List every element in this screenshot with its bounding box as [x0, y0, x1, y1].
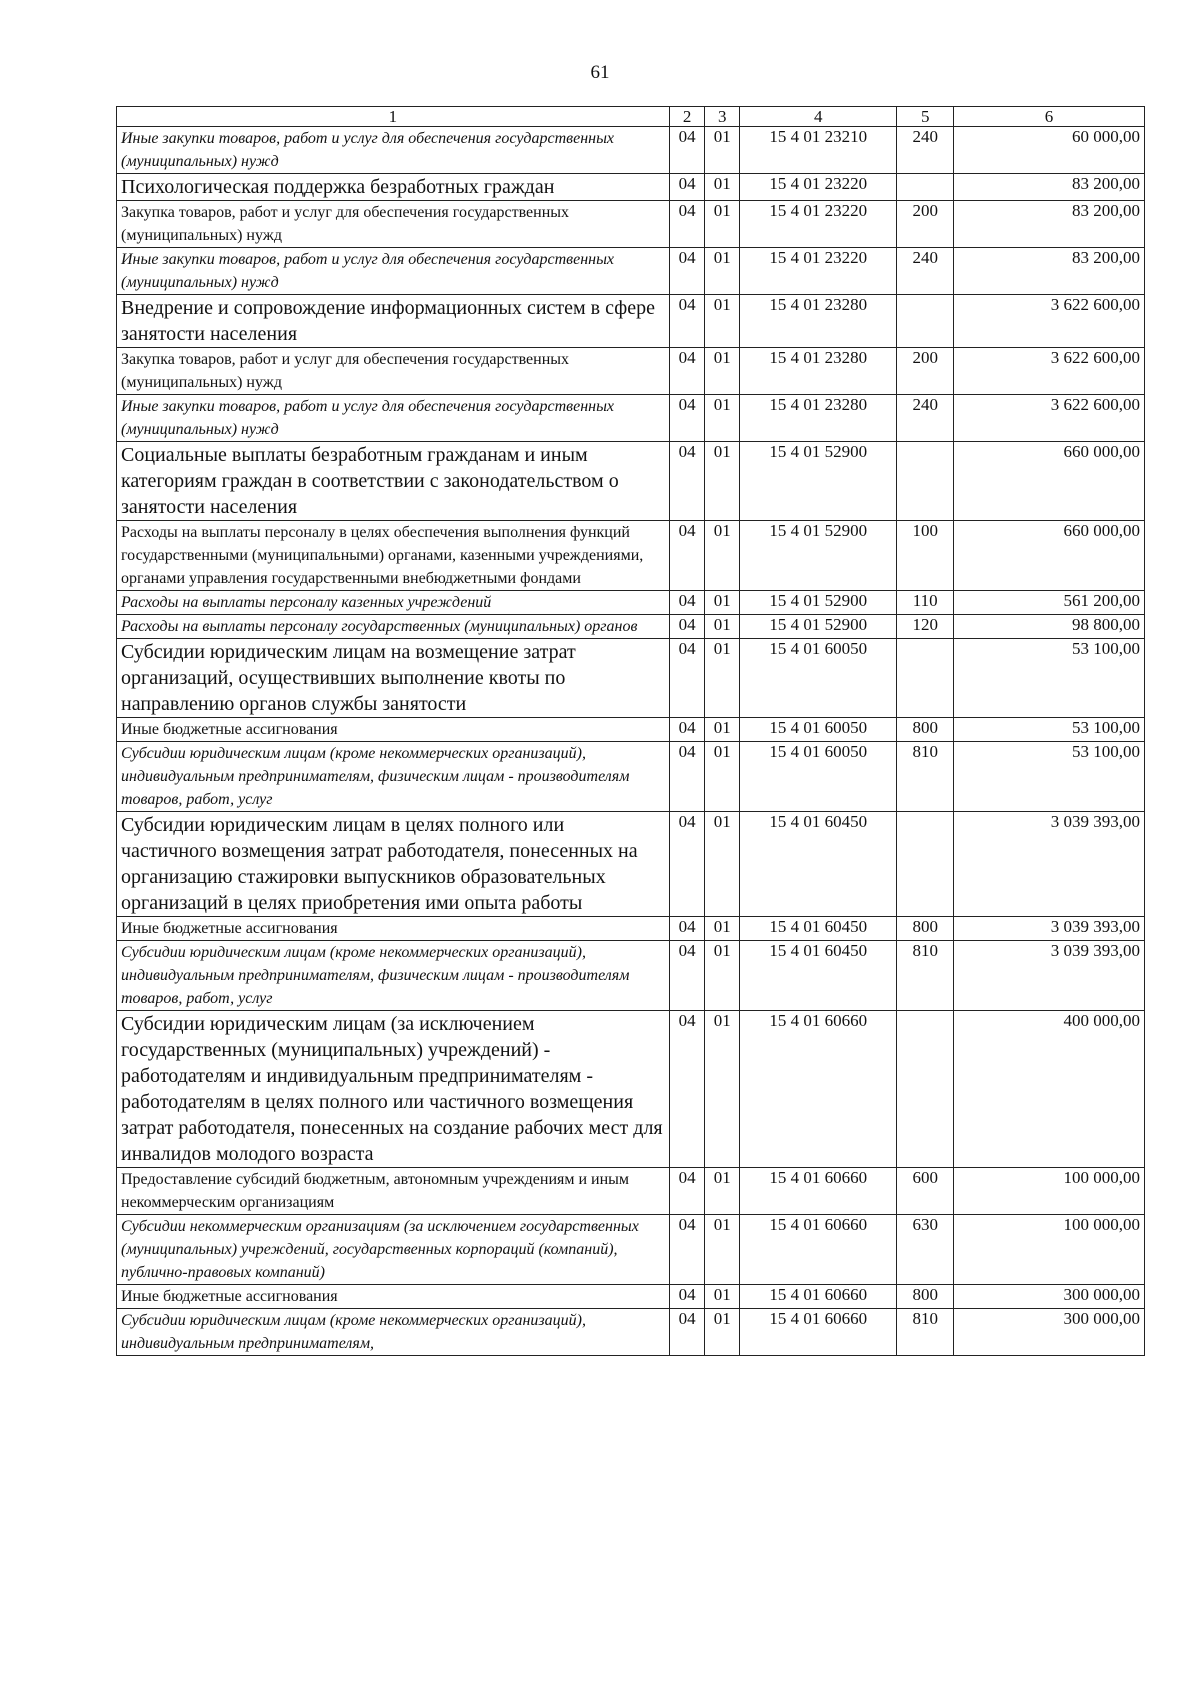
row-name-cell: Иные бюджетные ассигнования	[117, 718, 670, 742]
row-name-cell: Субсидии юридическим лицам на возмещение затрат организаций, осуществивших выполнение квоты по направлению органов службы занятости	[117, 639, 670, 718]
row-subsection-code: 01	[705, 917, 740, 941]
row-amount: 53 100,00	[954, 718, 1145, 742]
row-target-article-code: 15 4 01 60660	[740, 1215, 897, 1285]
row-expense-type-code: 600	[897, 1168, 954, 1215]
row-section-code: 04	[669, 917, 705, 941]
table-row	[117, 127, 1145, 174]
row-subsection-code: 01	[705, 812, 740, 917]
header-col-2: 2	[669, 107, 705, 127]
row-name-cell: Расходы на выплаты персоналу в целях обеспечения выполнения функций государственными (муниципальными) органами, казенными учреждениями, органами управления государственными внебюджетными фондами	[117, 521, 670, 591]
row-subsection-code: 01	[705, 248, 740, 295]
row-target-article-code: 15 4 01 60050	[740, 718, 897, 742]
row-amount: 100 000,00	[954, 1168, 1145, 1215]
table-row	[117, 591, 1145, 615]
row-section-code: 04	[669, 174, 705, 201]
table-row	[117, 201, 1145, 248]
table-row	[117, 941, 1145, 1011]
table-row	[117, 742, 1145, 812]
page-number: 61	[590, 62, 610, 83]
row-expense-type-code: 810	[897, 941, 954, 1011]
row-target-article-code: 15 4 01 60450	[740, 941, 897, 1011]
row-name-cell: Субсидии некоммерческим организациям (за исключением государственных (муниципальных) учреждений, государственных корпораций (компаний), публично-правовых компаний)	[117, 1215, 670, 1285]
row-amount: 53 100,00	[954, 742, 1145, 812]
row-subsection-code: 01	[705, 521, 740, 591]
row-section-code: 04	[669, 1285, 705, 1309]
table-body	[117, 127, 1145, 1356]
row-target-article-code: 15 4 01 23280	[740, 295, 897, 348]
row-expense-type-code: 800	[897, 718, 954, 742]
budget-table	[116, 106, 1145, 1356]
table-row	[117, 718, 1145, 742]
row-name-cell: Социальные выплаты безработным гражданам и иным категориям граждан в соответствии с законодательством о занятости населения	[117, 442, 670, 521]
row-amount: 3 039 393,00	[954, 917, 1145, 941]
row-expense-type-code: 100	[897, 521, 954, 591]
row-name-cell: Иные бюджетные ассигнования	[117, 1285, 670, 1309]
row-section-code: 04	[669, 295, 705, 348]
row-target-article-code: 15 4 01 52900	[740, 521, 897, 591]
row-name-cell: Расходы на выплаты персоналу казенных учреждений	[117, 591, 670, 615]
header-col-4: 4	[740, 107, 897, 127]
row-expense-type-code: 630	[897, 1215, 954, 1285]
row-subsection-code: 01	[705, 1285, 740, 1309]
row-subsection-code: 01	[705, 1011, 740, 1168]
row-subsection-code: 01	[705, 1215, 740, 1285]
row-name-cell: Субсидии юридическим лицам (кроме некоммерческих организаций), индивидуальным предпринимателям, физическим лицам - производителям товаров, работ, услуг	[117, 742, 670, 812]
table-row	[117, 917, 1145, 941]
row-expense-type-code: 240	[897, 248, 954, 295]
row-subsection-code: 01	[705, 615, 740, 639]
row-section-code: 04	[669, 348, 705, 395]
row-expense-type-code	[897, 1011, 954, 1168]
table-row	[117, 1215, 1145, 1285]
row-section-code: 04	[669, 442, 705, 521]
table-row	[117, 639, 1145, 718]
row-expense-type-code: 110	[897, 591, 954, 615]
row-subsection-code: 01	[705, 639, 740, 718]
row-target-article-code: 15 4 01 60050	[740, 742, 897, 812]
row-amount: 3 622 600,00	[954, 348, 1145, 395]
row-expense-type-code: 810	[897, 742, 954, 812]
row-amount: 83 200,00	[954, 248, 1145, 295]
header-col-5: 5	[897, 107, 954, 127]
row-target-article-code: 15 4 01 60450	[740, 917, 897, 941]
table-row	[117, 1285, 1145, 1309]
row-amount: 3 622 600,00	[954, 395, 1145, 442]
row-amount: 3 039 393,00	[954, 812, 1145, 917]
row-name-cell: Психологическая поддержка безработных граждан	[117, 174, 670, 201]
row-target-article-code: 15 4 01 23220	[740, 248, 897, 295]
row-subsection-code: 01	[705, 174, 740, 201]
row-name-cell: Расходы на выплаты персоналу государственных (муниципальных) органов	[117, 615, 670, 639]
row-amount: 3 622 600,00	[954, 295, 1145, 348]
row-name-cell: Иные закупки товаров, работ и услуг для обеспечения государственных (муниципальных) нужд	[117, 395, 670, 442]
row-target-article-code: 15 4 01 23210	[740, 127, 897, 174]
row-section-code: 04	[669, 201, 705, 248]
row-target-article-code: 15 4 01 60450	[740, 812, 897, 917]
table-row	[117, 521, 1145, 591]
row-section-code: 04	[669, 1309, 705, 1356]
row-amount: 100 000,00	[954, 1215, 1145, 1285]
row-amount: 98 800,00	[954, 615, 1145, 639]
row-subsection-code: 01	[705, 742, 740, 812]
table-row	[117, 248, 1145, 295]
row-name-cell: Субсидии юридическим лицам (за исключением государственных (муниципальных) учреждений) - работодателям и индивидуальным предпринимателям - работодателям в целях полного или частичного возмещения затрат работодателя, понесенных на создание рабочих мест для инвалидов молодого возраста	[117, 1011, 670, 1168]
row-subsection-code: 01	[705, 348, 740, 395]
row-subsection-code: 01	[705, 295, 740, 348]
row-section-code: 04	[669, 615, 705, 639]
row-section-code: 04	[669, 742, 705, 812]
row-target-article-code: 15 4 01 23280	[740, 348, 897, 395]
row-amount: 83 200,00	[954, 201, 1145, 248]
row-section-code: 04	[669, 591, 705, 615]
row-name-cell: Субсидии юридическим лицам (кроме некоммерческих организаций), индивидуальным предпринимателям,	[117, 1309, 670, 1356]
row-name-cell: Закупка товаров, работ и услуг для обеспечения государственных (муниципальных) нужд	[117, 348, 670, 395]
header-col-1: 1	[117, 107, 670, 127]
table-row	[117, 442, 1145, 521]
row-expense-type-code: 200	[897, 201, 954, 248]
table-row	[117, 174, 1145, 201]
row-expense-type-code	[897, 174, 954, 201]
row-section-code: 04	[669, 1011, 705, 1168]
row-section-code: 04	[669, 1168, 705, 1215]
header-col-6: 6	[954, 107, 1145, 127]
table-header-row	[117, 107, 1145, 127]
row-subsection-code: 01	[705, 201, 740, 248]
row-section-code: 04	[669, 941, 705, 1011]
table-row	[117, 348, 1145, 395]
row-amount: 561 200,00	[954, 591, 1145, 615]
row-target-article-code: 15 4 01 60660	[740, 1168, 897, 1215]
row-name-cell: Субсидии юридическим лицам (кроме некоммерческих организаций), индивидуальным предпринимателям, физическим лицам - производителям товаров, работ, услуг	[117, 941, 670, 1011]
row-amount: 660 000,00	[954, 521, 1145, 591]
row-name-cell: Иные закупки товаров, работ и услуг для обеспечения государственных (муниципальных) нужд	[117, 127, 670, 174]
row-expense-type-code: 200	[897, 348, 954, 395]
table-row	[117, 395, 1145, 442]
row-amount: 660 000,00	[954, 442, 1145, 521]
row-section-code: 04	[669, 639, 705, 718]
row-amount: 300 000,00	[954, 1309, 1145, 1356]
row-expense-type-code: 240	[897, 127, 954, 174]
row-subsection-code: 01	[705, 127, 740, 174]
table-row	[117, 1011, 1145, 1168]
header-col-3: 3	[705, 107, 740, 127]
row-expense-type-code: 800	[897, 1285, 954, 1309]
row-section-code: 04	[669, 248, 705, 295]
row-expense-type-code: 240	[897, 395, 954, 442]
row-section-code: 04	[669, 395, 705, 442]
row-target-article-code: 15 4 01 60050	[740, 639, 897, 718]
row-target-article-code: 15 4 01 23220	[740, 174, 897, 201]
row-target-article-code: 15 4 01 52900	[740, 591, 897, 615]
row-section-code: 04	[669, 812, 705, 917]
row-name-cell: Иные закупки товаров, работ и услуг для обеспечения государственных (муниципальных) нужд	[117, 248, 670, 295]
row-name-cell: Закупка товаров, работ и услуг для обеспечения государственных (муниципальных) нужд	[117, 201, 670, 248]
row-subsection-code: 01	[705, 442, 740, 521]
row-name-cell: Субсидии юридическим лицам в целях полного или частичного возмещения затрат работодателя, понесенных на организацию стажировки выпускников образовательных организаций в целях приобретения ими опыта работы	[117, 812, 670, 917]
row-expense-type-code: 810	[897, 1309, 954, 1356]
row-amount: 53 100,00	[954, 639, 1145, 718]
row-amount: 3 039 393,00	[954, 941, 1145, 1011]
row-target-article-code: 15 4 01 23220	[740, 201, 897, 248]
row-subsection-code: 01	[705, 1168, 740, 1215]
row-section-code: 04	[669, 1215, 705, 1285]
row-target-article-code: 15 4 01 60660	[740, 1309, 897, 1356]
row-target-article-code: 15 4 01 52900	[740, 615, 897, 639]
row-expense-type-code: 120	[897, 615, 954, 639]
row-expense-type-code	[897, 812, 954, 917]
row-expense-type-code	[897, 295, 954, 348]
row-amount: 83 200,00	[954, 174, 1145, 201]
row-section-code: 04	[669, 127, 705, 174]
row-subsection-code: 01	[705, 1309, 740, 1356]
table-row	[117, 1168, 1145, 1215]
row-name-cell: Предоставление субсидий бюджетным, автономным учреждениям и иным некоммерческим организациям	[117, 1168, 670, 1215]
row-subsection-code: 01	[705, 591, 740, 615]
row-target-article-code: 15 4 01 60660	[740, 1011, 897, 1168]
row-target-article-code: 15 4 01 60660	[740, 1285, 897, 1309]
row-section-code: 04	[669, 521, 705, 591]
row-amount: 300 000,00	[954, 1285, 1145, 1309]
table-row	[117, 812, 1145, 917]
row-name-cell: Внедрение и сопровождение информационных систем в сфере занятости населения	[117, 295, 670, 348]
row-expense-type-code	[897, 639, 954, 718]
row-subsection-code: 01	[705, 718, 740, 742]
row-subsection-code: 01	[705, 941, 740, 1011]
row-amount: 60 000,00	[954, 127, 1145, 174]
row-expense-type-code: 800	[897, 917, 954, 941]
row-target-article-code: 15 4 01 23280	[740, 395, 897, 442]
table-row	[117, 615, 1145, 639]
row-target-article-code: 15 4 01 52900	[740, 442, 897, 521]
row-subsection-code: 01	[705, 395, 740, 442]
row-amount: 400 000,00	[954, 1011, 1145, 1168]
table-row	[117, 295, 1145, 348]
row-name-cell: Иные бюджетные ассигнования	[117, 917, 670, 941]
table-row	[117, 1309, 1145, 1356]
row-section-code: 04	[669, 718, 705, 742]
row-expense-type-code	[897, 442, 954, 521]
